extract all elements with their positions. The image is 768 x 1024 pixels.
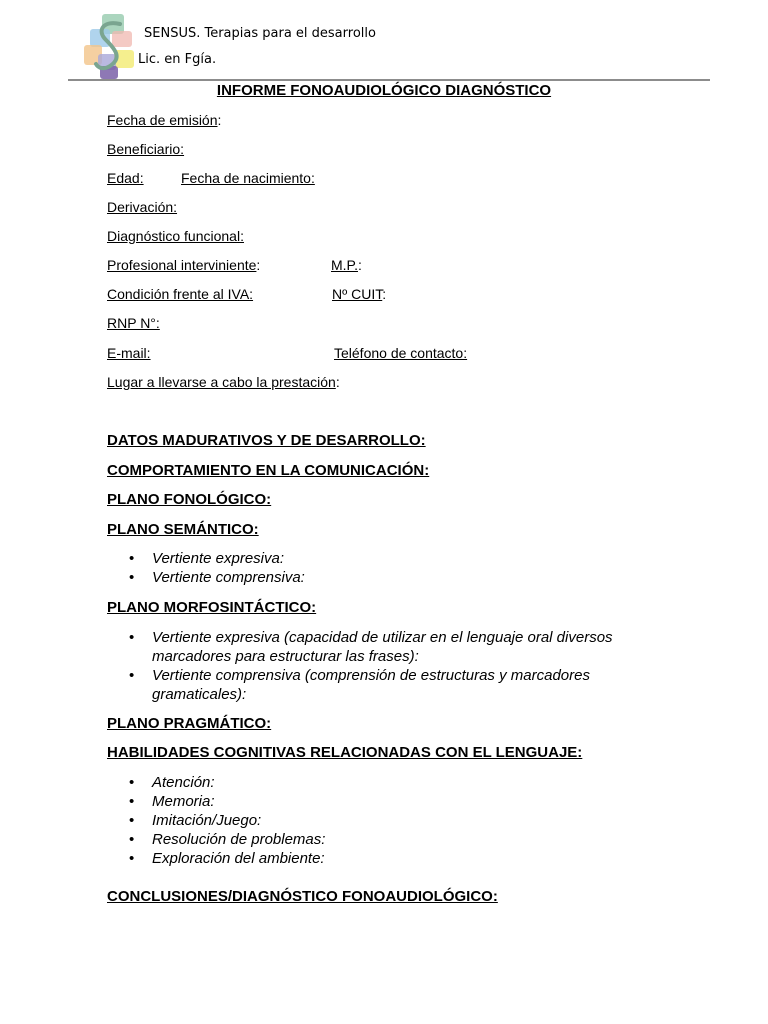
field-label: Fecha de emisión (107, 112, 218, 128)
section-conclusiones: CONCLUSIONES/DIAGNÓSTICO FONOAUDIOLÓGICO: (107, 888, 498, 905)
list-item-text: Resolución de problemas: (152, 831, 326, 848)
section-plano-pragmatico: PLANO PRAGMÁTICO: (107, 715, 272, 732)
list-item (107, 773, 647, 792)
list-item (107, 568, 647, 587)
field-label: Condición frente al IVA: (107, 286, 254, 302)
field-label: Beneficiario: (107, 141, 185, 157)
bullet-icon: • (129, 569, 135, 586)
section-comportamiento: COMPORTAMIENTO EN LA COMUNICACIÓN: (107, 462, 430, 479)
field-cuit (332, 286, 386, 302)
bullet-icon: • (129, 793, 135, 810)
habilidades-list (107, 773, 647, 868)
field-edad (107, 170, 144, 186)
header-clinic-name: SENSUS. Terapias para el desarrollo (144, 26, 376, 41)
header-divider (68, 79, 710, 81)
list-item (107, 792, 647, 811)
list-item-text: Vertiente expresiva (capacidad de utilizar en el lenguaje oral diversos marcadores para estructurar las frases): (152, 629, 613, 665)
field-label: Fecha de nacimiento: (181, 170, 315, 186)
list-item (107, 849, 647, 868)
bullet-icon: • (129, 774, 135, 791)
field-colon: : (256, 257, 261, 273)
field-rnp (107, 315, 160, 331)
morfosintactico-list (107, 628, 647, 704)
list-item-text: Exploración del ambiente: (152, 850, 325, 867)
field-diagnostico-funcional (107, 228, 244, 244)
field-label: Profesional interviniente (107, 257, 257, 273)
bullet-icon: • (129, 850, 135, 867)
sensus-logo-icon (82, 12, 138, 80)
field-colon: : (382, 286, 387, 302)
list-item-text: Vertiente comprensiva (comprensión de estructuras y marcadores gramaticales): (152, 667, 590, 703)
field-label: Diagnóstico funcional: (107, 228, 244, 244)
field-derivacion (107, 199, 177, 215)
document-title: INFORME FONOAUDIOLÓGICO DIAGNÓSTICO (216, 82, 552, 99)
section-plano-fonologico: PLANO FONOLÓGICO: (107, 491, 272, 508)
field-label: Derivación: (107, 199, 178, 215)
field-colon: : (217, 112, 222, 128)
list-item-text: Vertiente comprensiva: (152, 569, 305, 586)
section-plano-morfosintactico: PLANO MORFOSINTÁCTICO: (107, 599, 317, 616)
field-label: Nº CUIT (332, 286, 383, 302)
list-item (107, 549, 647, 568)
semantico-list (107, 549, 647, 587)
list-item (107, 666, 647, 704)
section-habilidades-cognitivas: HABILIDADES COGNITIVAS RELACIONADAS CON EL LENGUAJE: (107, 744, 583, 761)
field-fecha-nacimiento (181, 170, 315, 186)
field-condicion-iva (107, 286, 253, 302)
field-mp (331, 257, 362, 273)
field-label: Teléfono de contacto: (334, 345, 468, 361)
list-item (107, 628, 647, 666)
field-telefono (334, 345, 467, 361)
bullet-icon: • (129, 550, 135, 567)
list-item (107, 811, 647, 830)
field-profesional (107, 257, 260, 273)
bullet-icon: • (129, 831, 135, 848)
field-lugar-prestacion (107, 374, 340, 390)
list-item (107, 830, 647, 849)
bullet-icon: • (129, 629, 135, 646)
list-item-text: Atención: (152, 774, 215, 791)
list-item-text: Memoria: (152, 793, 215, 810)
field-fecha-emision (107, 112, 221, 128)
header-professional-title: Lic. en Fgía. (138, 52, 217, 67)
field-label: Edad: (107, 170, 144, 186)
bullet-icon: • (129, 812, 135, 829)
field-beneficiario (107, 141, 184, 157)
list-item-text: Imitación/Juego: (152, 812, 262, 829)
field-email (107, 345, 151, 361)
section-datos-madurativos: DATOS MADURATIVOS Y DE DESARROLLO: (107, 432, 426, 449)
field-label: RNP N°: (107, 315, 160, 331)
bullet-icon: • (129, 667, 135, 684)
field-colon: : (335, 374, 340, 390)
list-item-text: Vertiente expresiva: (152, 550, 285, 567)
section-plano-semantico: PLANO SEMÁNTICO: (107, 521, 259, 538)
field-colon: : (357, 257, 362, 273)
field-label: E-mail: (107, 345, 151, 361)
field-label: Lugar a llevarse a cabo la prestación (107, 374, 336, 390)
document-header (68, 8, 710, 81)
field-label: M.P. (331, 257, 358, 273)
